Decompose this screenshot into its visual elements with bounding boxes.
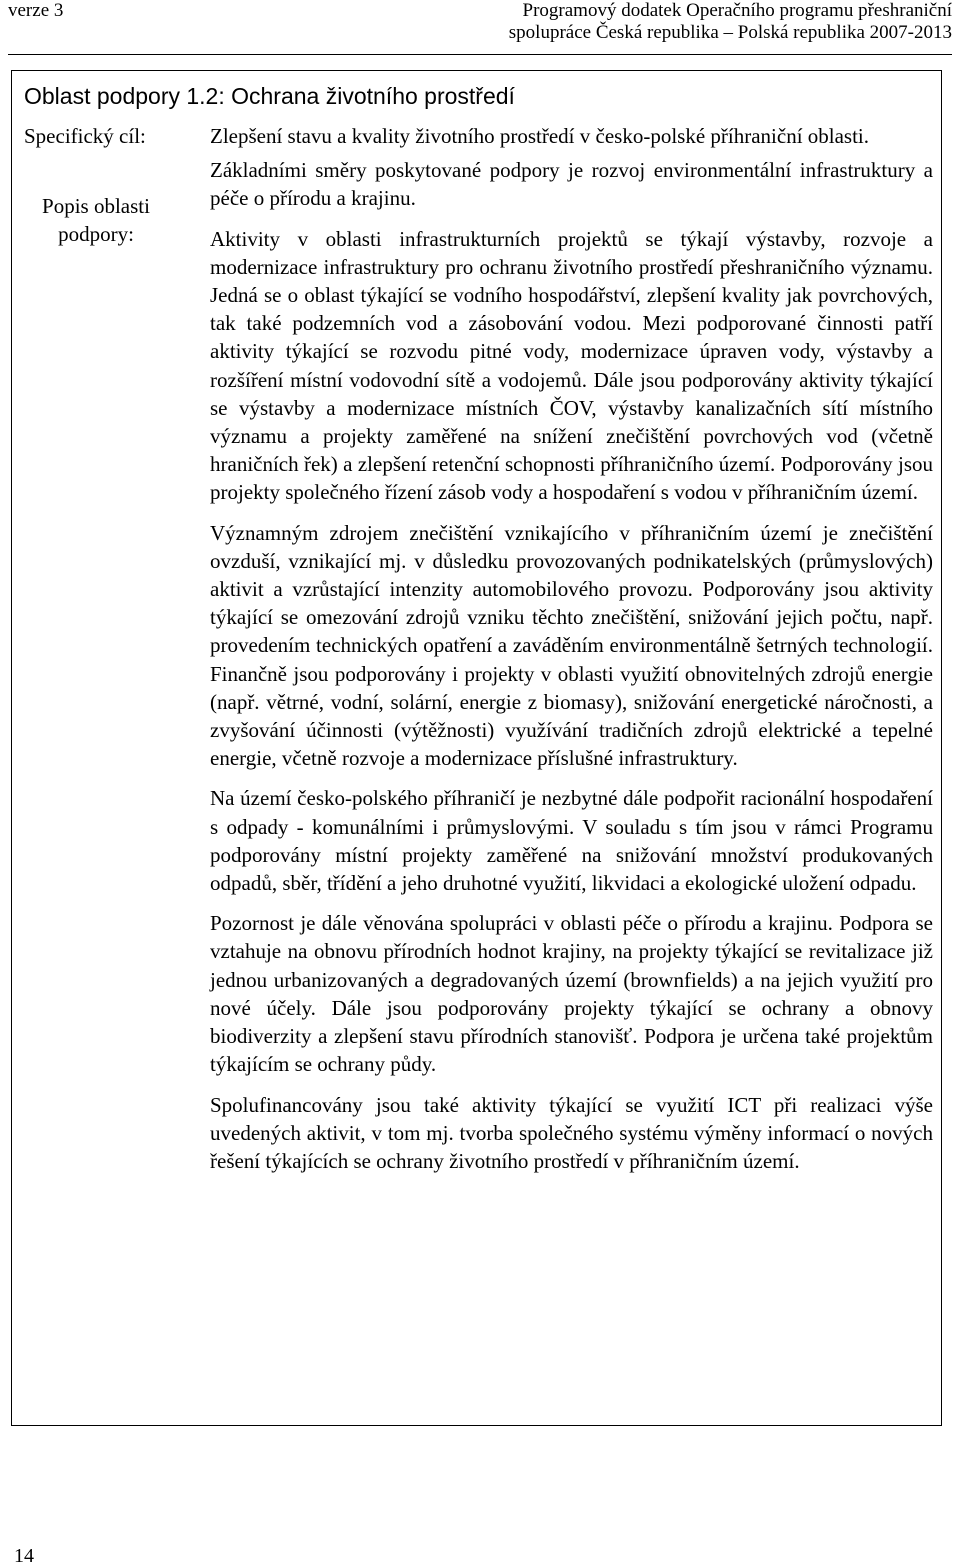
- description-paragraph: Významným zdrojem znečištění vznikajícího v příhraničním území je znečištění ovzduší, vznikající mj. v důsledku provozovaných podnikatelských (průmyslových) aktivit a vzrůstající intenzity automobilového provozu. Podporovány jsou aktivity týkající se omezování zdrojů vzniku těchto znečištění, snižování jejich počtu, např. provedením technických opatření a zaváděním environmentálně šetrných technologií. Finančně jsou podporovány i projekty v oblasti využití obnovitelných zdrojů energie (např. větrné, vodní, solární, energie z biomasy), snižování energetické náročnosti, a zvyšování účinnosti (výtěžnosti) využívání tradičních zdrojů elektrické a tepelné energie, včetně rozvoje a modernizace příslušné infrastruktury.: [210, 520, 933, 771]
- header-title-line-2: spolupráce Česká republika – Polská republika 2007-2013: [508, 22, 952, 43]
- document-version: verze 3: [8, 0, 64, 21]
- document-header-title: [509, 0, 952, 44]
- description-paragraph: Spolufinancovány jsou také aktivity týkající se využití ICT při realizaci výše uvedených aktivit, v tom mj. tvorba společného systému výměny informací o nových řešení týkajících se ochrany životního prostředí v příhraničním území.: [210, 1092, 933, 1173]
- area-description-label: Popis oblasti podpory:: [42, 194, 150, 246]
- specific-goal-label: Specifický cíl:: [24, 124, 146, 148]
- description-paragraph: Aktivity v oblasti infrastrukturních projektů se týkají výstavby, rozvoje a modernizace infrastruktury pro ochranu životního prostředí přeshraničního významu. Jedná se o oblast týkající se vodního hospodářství, zlepšení kvality jak povrchových, tak také podzemních vod a zásobování vodou. Mezi podporované činnosti patří aktivity týkající se rozvodu pitné vody, modernizace úpraven vody, výstavby a rozšíření místní vodovodní sítě a vodojemů. Dále jsou podporovány aktivity týkající se výstavby a modernizace místních ČOV, výstavby kanalizačních sítí místního významu a projekty zaměřené na snížení znečištění povrchových vod (včetně hraničních řek) a zlepšení retenční schopnosti příhraničního území. Podporovány jsou projekty společného řízení zásob vody a hospodaření s vodou v příhraničním území.: [210, 226, 933, 505]
- section-content: [210, 122, 933, 1175]
- page-number: 14: [14, 1545, 34, 1567]
- description-paragraph: Na území česko-polského příhraničí je nezbytné dále podpořit racionální hospodaření s odpady - komunálními i průmyslovými. V souladu s tím jsou v rámci Programu podporovány místní projekty zaměřené na snižování množství produkovaných odpadů, sběr, třídění a jeho druhotné využití, likvidaci a ekologické uložení odpadu.: [210, 786, 933, 896]
- support-area-box: [11, 70, 942, 1426]
- header-divider: [8, 54, 952, 55]
- description-paragraph: Základními směry poskytované podpory je rozvoj environmentální infrastruktury a péče o přírodu a krajinu.: [210, 158, 933, 211]
- header-title-line-1: Programový dodatek Operačního programu přeshraniční: [522, 0, 952, 21]
- section-title: Oblast podpory 1.2: Ochrana životního prostředí: [24, 83, 515, 109]
- specific-goal-text: Zlepšení stavu a kvality životního prostředí v česko-polské příhraniční oblasti.: [210, 124, 870, 148]
- description-paragraph: Pozornost je dále věnována spolupráci v oblasti péče o přírodu a krajinu. Podpora se vztahuje na obnovu přírodních hodnot krajiny, na projekty týkající se revitalizace již jednou urbanizovaných a degradovaných území (brownfields) a na jejich využití pro nové účely. Dále jsou podporovány projekty týkající se ochrany a obnovy biodiverzity a zlepšení stavu přírodních stanovišť. Podpora je určena také projektům týkajícím se ochrany půdy.: [210, 911, 933, 1077]
